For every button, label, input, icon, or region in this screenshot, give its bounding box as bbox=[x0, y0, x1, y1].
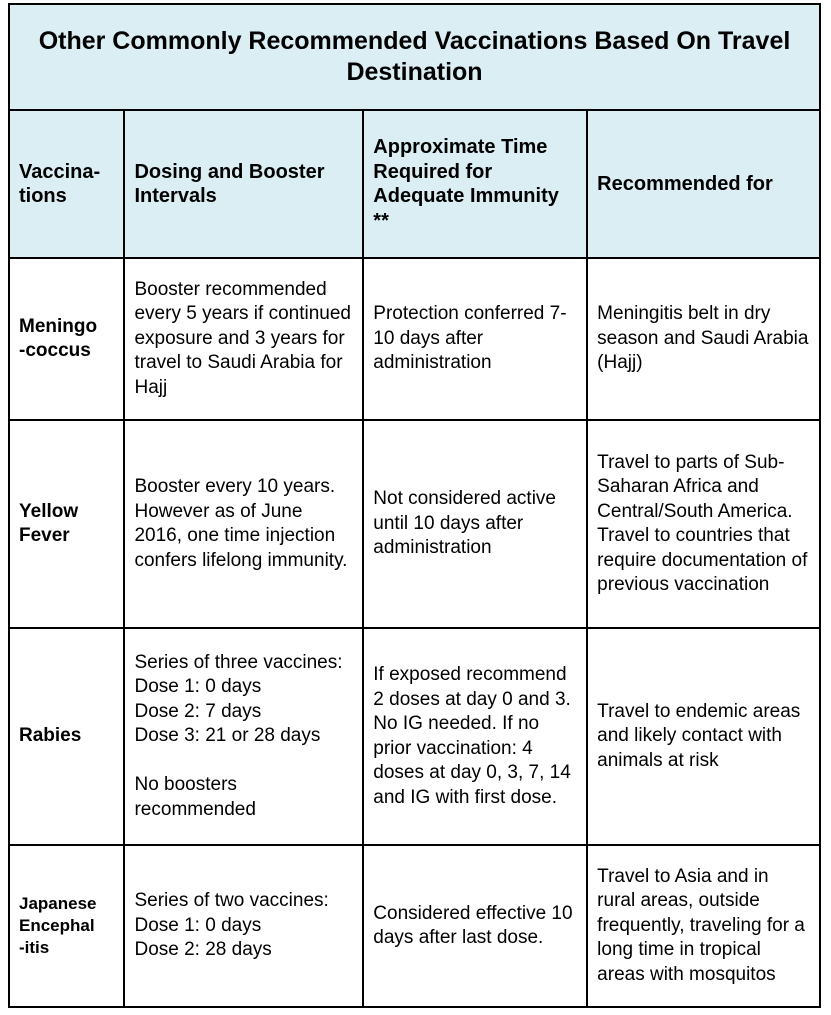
immunity-text: Not considered active until 10 days after administration bbox=[362, 421, 586, 627]
vaccination-table bbox=[8, 3, 821, 1008]
table-row bbox=[10, 846, 819, 1006]
immunity-text: Considered effective 10 days after last dose. bbox=[362, 846, 586, 1006]
header-row bbox=[10, 111, 819, 259]
header-vaccinations: Vaccina- tions bbox=[19, 160, 101, 207]
table-row bbox=[10, 629, 819, 846]
vaccination-name: Rabies bbox=[19, 725, 82, 747]
recommended-text: Travel to Asia and in rural areas, outside frequently, traveling for a long time in tropical areas with mosquitos bbox=[586, 846, 819, 1006]
table-title: Other Commonly Recommended Vaccinations Based On Travel Destination bbox=[10, 5, 819, 111]
vaccination-name: Meningo -coccus bbox=[19, 315, 98, 361]
dosing-text: Series of two vaccines: Dose 1: 0 days Dose 2: 28 days bbox=[123, 846, 362, 1006]
table-row bbox=[10, 259, 819, 421]
recommended-text: Meningitis belt in dry season and Saudi Arabia (Hajj) bbox=[586, 259, 819, 419]
immunity-text: Protection conferred 7-10 days after administration bbox=[362, 259, 586, 419]
table-row bbox=[10, 421, 819, 629]
dosing-text: Series of three vaccines: Dose 1: 0 days Dose 2: 7 days Dose 3: 21 or 28 days No boosters recommended bbox=[123, 629, 362, 844]
header-recommended-for: Recommended for bbox=[586, 111, 819, 257]
recommended-text: Travel to parts of Sub-Saharan Africa and Central/South America. Travel to countries that require documentation of previous vaccination bbox=[586, 421, 819, 627]
header-immunity-time: Approximate Time Required for Adequate Immunity ** bbox=[362, 111, 586, 257]
header-dosing: Dosing and Booster Intervals bbox=[123, 111, 362, 257]
vaccination-name: Yellow Fever bbox=[19, 500, 79, 546]
dosing-text: Booster recommended every 5 years if continued exposure and 3 years for travel to Saudi Arabia for Hajj bbox=[123, 259, 362, 419]
immunity-text: If exposed recommend 2 doses at day 0 and 3. No IG needed. If no prior vaccination: 4 doses at day 0, 3, 7, 14 and IG with first dose. bbox=[362, 629, 586, 844]
vaccination-name: Japanese Encephal -itis bbox=[19, 894, 97, 957]
recommended-text: Travel to endemic areas and likely contact with animals at risk bbox=[586, 629, 819, 844]
dosing-text: Booster every 10 years. However as of June 2016, one time injection confers lifelong immunity. bbox=[123, 421, 362, 627]
